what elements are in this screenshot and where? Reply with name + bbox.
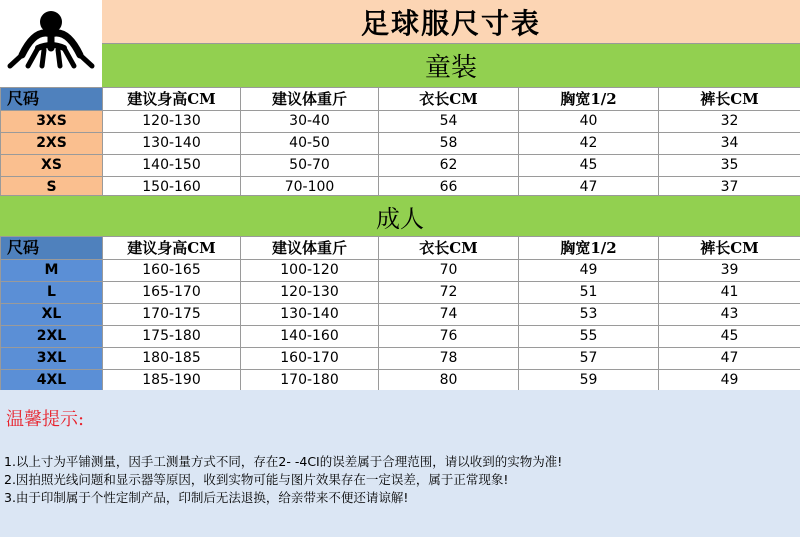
table-cell: 51 <box>519 282 659 304</box>
table-cell: 160-165 <box>103 260 241 282</box>
table-row <box>1 111 800 133</box>
header-chest: 胸宽1/2 <box>519 88 659 111</box>
tips-panel <box>0 390 800 537</box>
adult-header-row <box>1 237 800 260</box>
table-cell: 35 <box>659 155 800 177</box>
table-cell: 54 <box>379 111 519 133</box>
table-cell: 49 <box>659 370 800 392</box>
size-cell: M <box>1 260 103 282</box>
table-cell: 59 <box>519 370 659 392</box>
header-size: 尺码 <box>1 88 103 111</box>
table-cell: 34 <box>659 133 800 155</box>
table-cell: 140-150 <box>103 155 241 177</box>
table-row <box>1 326 800 348</box>
size-cell: 2XL <box>1 326 103 348</box>
table-cell: 175-180 <box>103 326 241 348</box>
table-cell: 170-175 <box>103 304 241 326</box>
adult-size-table <box>0 236 800 392</box>
table-cell: 100-120 <box>241 260 379 282</box>
table-cell: 55 <box>519 326 659 348</box>
size-cell: XS <box>1 155 103 177</box>
size-cell: 2XS <box>1 133 103 155</box>
header-chest: 胸宽1/2 <box>519 237 659 260</box>
table-cell: 185-190 <box>103 370 241 392</box>
header-area <box>0 0 800 88</box>
header-weight: 建议体重斤 <box>241 88 379 111</box>
adult-section-label: 成人 <box>0 195 800 237</box>
table-cell: 45 <box>519 155 659 177</box>
table-row <box>1 155 800 177</box>
table-row <box>1 282 800 304</box>
tip-line-2: 2.因拍照光线问题和显示器等原因，收到实物可能与图片效果存在一定误差，属于正常现象! <box>4 472 509 487</box>
tips-title: 温馨提示: <box>6 409 85 430</box>
table-cell: 66 <box>379 177 519 199</box>
header-pants: 裤长CM <box>659 237 800 260</box>
table-cell: 120-130 <box>103 111 241 133</box>
size-cell: 4XL <box>1 370 103 392</box>
logo <box>0 0 103 87</box>
table-cell: 47 <box>659 348 800 370</box>
table-cell: 53 <box>519 304 659 326</box>
size-cell: 3XL <box>1 348 103 370</box>
table-cell: 130-140 <box>241 304 379 326</box>
table-cell: 58 <box>379 133 519 155</box>
table-cell: 170-180 <box>241 370 379 392</box>
table-cell: 120-130 <box>241 282 379 304</box>
table-cell: 80 <box>379 370 519 392</box>
table-cell: 41 <box>659 282 800 304</box>
tip-line-1: 1.以上寸为平铺测量，因手工测量方式不同，存在2- -4CI的误差属于合理范围，请以收到的实物为准! <box>4 454 563 469</box>
table-row <box>1 370 800 392</box>
table-cell: 76 <box>379 326 519 348</box>
table-cell: 39 <box>659 260 800 282</box>
size-cell: S <box>1 177 103 199</box>
table-cell: 47 <box>519 177 659 199</box>
table-cell: 130-140 <box>103 133 241 155</box>
table-cell: 140-160 <box>241 326 379 348</box>
header-length: 衣长CM <box>379 237 519 260</box>
table-cell: 165-170 <box>103 282 241 304</box>
table-cell: 150-160 <box>103 177 241 199</box>
table-cell: 62 <box>379 155 519 177</box>
header-height: 建议身高CM <box>103 88 241 111</box>
table-cell: 30-40 <box>241 111 379 133</box>
header-length: 衣长CM <box>379 88 519 111</box>
kids-size-table <box>0 87 800 199</box>
table-cell: 45 <box>659 326 800 348</box>
table-row <box>1 133 800 155</box>
table-cell: 70-100 <box>241 177 379 199</box>
table-cell: 78 <box>379 348 519 370</box>
page-title: 足球服尺寸表 <box>102 0 800 44</box>
table-cell: 72 <box>379 282 519 304</box>
table-cell: 180-185 <box>103 348 241 370</box>
table-cell: 43 <box>659 304 800 326</box>
table-cell: 57 <box>519 348 659 370</box>
table-row <box>1 304 800 326</box>
table-cell: 40-50 <box>241 133 379 155</box>
stick-figures-logo-icon <box>0 0 102 87</box>
size-cell: 3XS <box>1 111 103 133</box>
table-cell: 40 <box>519 111 659 133</box>
kids-section-label: 童装 <box>102 44 800 87</box>
table-cell: 74 <box>379 304 519 326</box>
table-cell: 50-70 <box>241 155 379 177</box>
kids-header-row <box>1 88 800 111</box>
table-row <box>1 348 800 370</box>
table-cell: 49 <box>519 260 659 282</box>
table-cell: 42 <box>519 133 659 155</box>
header-pants: 裤长CM <box>659 88 800 111</box>
size-cell: XL <box>1 304 103 326</box>
table-row <box>1 260 800 282</box>
header-size: 尺码 <box>1 237 103 260</box>
size-cell: L <box>1 282 103 304</box>
tip-line-3: 3.由于印制属于个性定制产品，印制后无法退换，给亲带来不便还请谅解! <box>4 490 409 505</box>
header-weight: 建议体重斤 <box>241 237 379 260</box>
table-cell: 70 <box>379 260 519 282</box>
table-cell: 160-170 <box>241 348 379 370</box>
header-height: 建议身高CM <box>103 237 241 260</box>
table-cell: 32 <box>659 111 800 133</box>
table-cell: 37 <box>659 177 800 199</box>
